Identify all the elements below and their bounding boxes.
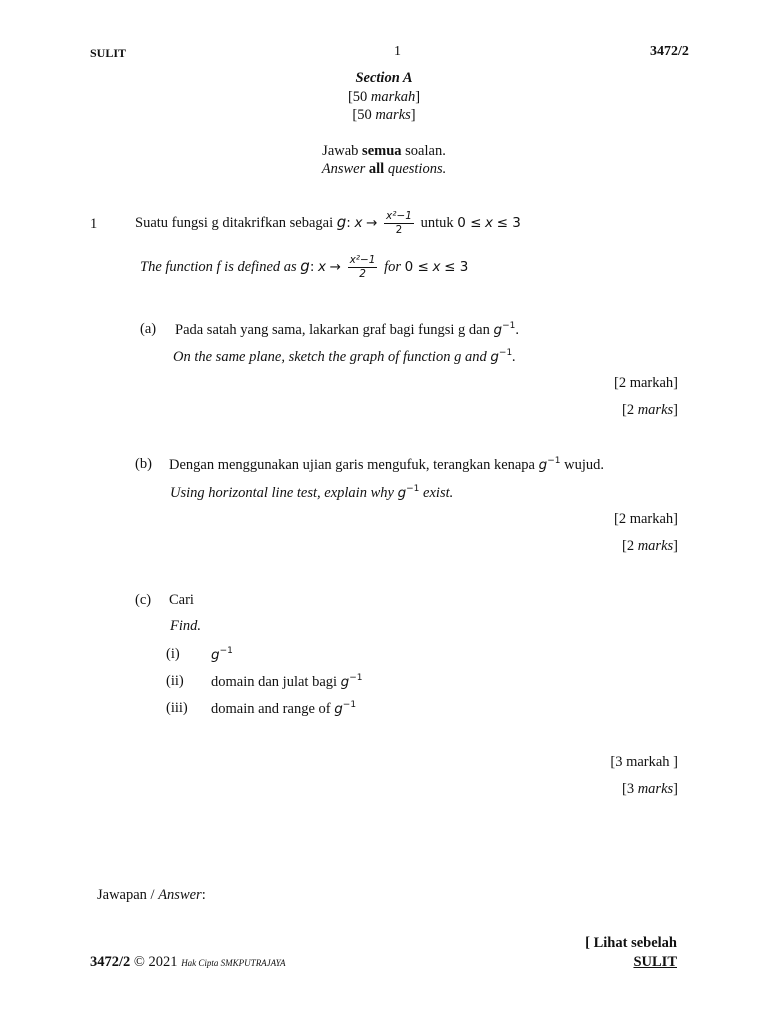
part-a-marks-en: [2 marks] <box>621 402 678 418</box>
question-stem-en: The function f is defined as g: x → $\frac{\text{x²−1}}{2}$ for 0 ≤ x ≤ 3 <box>140 254 469 281</box>
part-c-sub-iii-label: (iii) <box>166 700 188 716</box>
part-c-label: (c) <box>135 592 152 608</box>
part-a-text-en: On the same plane, sketch the graph of function g and $g^{-1}$. <box>173 348 516 365</box>
function-fraction: $\frac{\text{x²−1}}{2}$ <box>386 210 412 237</box>
part-b-marks-en: [2 marks] <box>621 538 678 554</box>
part-c-sub-i-label: (i) <box>166 646 180 662</box>
instruction-ms: Jawab semua soalan. <box>322 143 446 159</box>
part-c-sub-ii-text: domain dan julat bagi $g^{-1}$ <box>211 673 363 690</box>
part-c-sub-ii-label: (ii) <box>166 673 184 689</box>
footer-see-next: [ Lihat sebelah <box>585 935 677 951</box>
part-a-marks-ms: [2 markah] <box>613 375 678 391</box>
part-b-marks-ms: [2 markah] <box>613 511 678 527</box>
question-number: 1 <box>90 216 98 232</box>
footer-copyright: 3472/2 © 2021 Hak Cipta SMKPUTRAJAYA <box>90 954 286 970</box>
function-fraction-en: $\frac{\text{x²−1}}{2}$ <box>349 254 376 281</box>
part-c-marks-en: [3 marks] <box>621 781 678 797</box>
page-number: 1 <box>394 44 401 59</box>
answer-label: Jawapan / Answer: <box>97 887 206 903</box>
section-marks-ms: [50 markah] <box>347 89 421 105</box>
question-stem-ms: Suatu fungsi g ditakrifkan sebagai g: x → $\frac{\text{x²−1}}{2}$ untuk 0 ≤ x ≤ 3 <box>135 210 521 237</box>
part-c-text-ms: Cari <box>169 592 194 608</box>
part-a-text-ms: Pada satah yang sama, lakarkan graf bagi fungsi g dan $g^{-1}$. <box>175 321 519 338</box>
header-code: 3472/2 <box>650 44 689 59</box>
part-b-label: (b) <box>135 456 152 472</box>
part-a-label: (a) <box>140 321 157 337</box>
part-b-text-ms: Dengan menggunakan ujian garis mengufuk, terangkan kenapa $g^{-1}$ wujud. <box>169 456 604 473</box>
header-sulit: SULIT <box>90 46 127 60</box>
part-c-sub-iii-text: domain and range of $g^{-1}$ <box>211 700 357 717</box>
part-c-sub-i-text: $g^{-1}$ <box>211 646 233 663</box>
part-c-text-en: Find. <box>170 618 202 634</box>
part-b-text-en: Using horizontal line test, explain why $g^{-1}$ exist. <box>170 484 454 501</box>
part-c-marks-ms: [3 markah ] <box>610 754 678 770</box>
section-title: Section A <box>355 70 413 86</box>
section-marks-en: [50 marks] <box>352 107 416 123</box>
instruction-en: Answer all questions. <box>321 161 447 177</box>
footer-sulit: SULIT <box>633 954 677 970</box>
